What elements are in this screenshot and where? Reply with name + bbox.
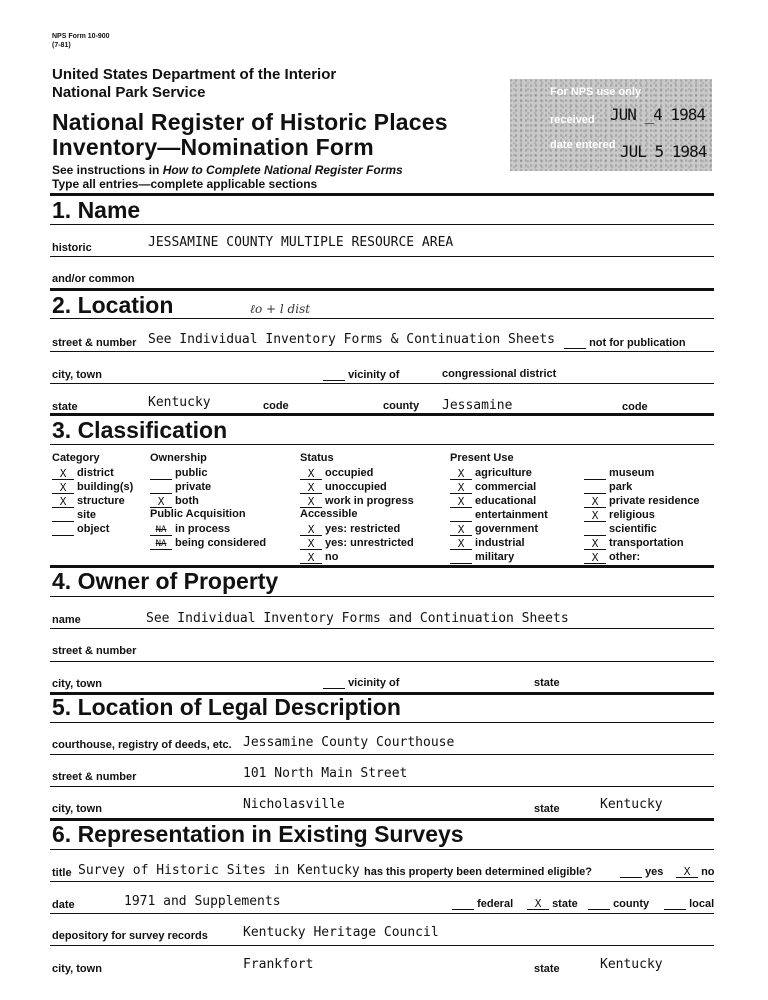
owner-name-label: name — [52, 614, 81, 626]
level-local: local — [664, 898, 714, 910]
section6-heading: 6. Representation in Existing Surveys — [52, 821, 464, 847]
present-use-col2 — [584, 466, 700, 564]
checkbox-item[interactable] — [450, 550, 548, 564]
survey-date-value: 1971 and Supplements — [124, 894, 281, 909]
checkbox-item[interactable] — [450, 466, 548, 480]
checkbox-mark[interactable]: X — [450, 525, 472, 536]
rule — [50, 881, 714, 882]
checkbox-mark[interactable]: X — [52, 469, 74, 480]
owner-street-label: street & number — [52, 645, 137, 657]
survey-title-label: title — [52, 867, 72, 879]
courthouse-label: courthouse, registry of deeds, etc. — [52, 739, 232, 751]
depository-value: Kentucky Heritage Council — [243, 925, 439, 940]
stamp-date-entered-value: JUL 5 1984 — [620, 142, 707, 161]
section3-heading: 3. Classification — [52, 417, 228, 443]
street-label: street & number — [52, 337, 137, 349]
checkbox-label: other: — [606, 551, 641, 563]
historic-value: JESSAMINE COUNTY MULTIPLE RESOURCE AREA — [148, 235, 454, 250]
rule — [50, 383, 714, 384]
checkbox-item[interactable] — [300, 494, 414, 508]
checkbox-mark[interactable]: NA — [150, 525, 172, 536]
accessible-list — [300, 522, 414, 564]
checkbox-item[interactable] — [584, 550, 700, 564]
checkbox-mark[interactable] — [52, 525, 74, 536]
checkbox-label: agriculture — [472, 467, 532, 479]
form-title-line1: National Register of Historic Places — [52, 109, 448, 135]
checkbox-item[interactable] — [150, 480, 211, 494]
checkbox-mark[interactable]: NA — [150, 539, 172, 550]
checkbox-mark[interactable]: X — [300, 553, 322, 564]
rule — [50, 318, 714, 319]
present-use-header: Present Use — [450, 452, 514, 464]
owner-name-value: See Individual Inventory Forms and Continuation Sheets — [146, 611, 569, 626]
checkbox-item[interactable] — [150, 466, 211, 480]
acquisition-list — [150, 522, 266, 550]
acquisition-header: Public Acquisition — [150, 508, 246, 520]
checkbox-item[interactable] — [300, 466, 414, 480]
legal-state-value: Kentucky — [600, 797, 663, 812]
instructions-line2: Type all entries—complete applicable sections — [52, 177, 318, 191]
level-federal: federal — [452, 898, 513, 910]
form-number: NPS Form 10-900 — [52, 33, 110, 40]
checkbox-item[interactable] — [450, 494, 548, 508]
historic-label: historic — [52, 242, 92, 254]
rule — [50, 945, 714, 946]
section-divider — [50, 413, 714, 416]
checkbox-label: public — [172, 467, 208, 479]
checkbox-mark[interactable] — [450, 553, 472, 564]
owner-city-label: city, town — [52, 678, 102, 690]
category-header: Category — [52, 452, 100, 464]
owner-vicinity-of: vicinity of — [323, 677, 399, 689]
rule — [50, 628, 714, 629]
checkbox-item[interactable] — [584, 480, 700, 494]
checkbox-label: in process — [172, 523, 231, 535]
checkbox-item[interactable] — [584, 508, 700, 522]
checkbox-item[interactable] — [150, 522, 266, 536]
vicinity-of: vicinity of — [323, 369, 399, 381]
survey-date-label: date — [52, 899, 75, 911]
instructions-book: How to Complete National Register Forms — [162, 163, 403, 177]
checkbox-label: military — [472, 551, 515, 563]
checkbox-label: being considered — [172, 537, 267, 549]
checkbox-item[interactable] — [300, 550, 414, 564]
checkbox-label: museum — [606, 467, 655, 479]
survey-city-value: Frankfort — [243, 957, 314, 972]
checkbox-label: religious — [606, 509, 655, 521]
checkbox-item[interactable] — [450, 508, 548, 522]
survey-title-value: Survey of Historic Sites in Kentucky — [78, 863, 360, 878]
checkbox-item[interactable] — [450, 480, 548, 494]
form-title-line2: Inventory—Nomination Form — [52, 134, 374, 160]
checkbox-label: transportation — [606, 537, 684, 549]
checkbox-label: educational — [472, 495, 537, 507]
eligible-yes: yes — [620, 866, 663, 878]
state-value: Kentucky — [148, 395, 211, 410]
section5-heading: 5. Location of Legal Description — [52, 694, 401, 720]
ownership-list — [150, 466, 211, 508]
checkbox-mark[interactable]: X — [584, 497, 606, 508]
city-label: city, town — [52, 369, 102, 381]
checkbox-mark[interactable] — [450, 511, 472, 522]
section-divider — [50, 288, 714, 291]
rule — [50, 256, 714, 257]
checkbox-label: work in progress — [322, 495, 414, 507]
eligible-question: has this property been determined eligible? — [364, 866, 592, 878]
rule — [50, 913, 714, 914]
checkbox-label: yes: restricted — [322, 523, 401, 535]
checkbox-item[interactable] — [584, 522, 700, 536]
checkbox-label: private — [172, 481, 212, 493]
rule — [50, 722, 714, 723]
form-revision: (7-81) — [52, 42, 71, 49]
checkbox-label: yes: unrestricted — [322, 537, 414, 549]
checkbox-mark[interactable]: X — [300, 469, 322, 480]
checkbox-label: park — [606, 481, 633, 493]
checkbox-mark[interactable] — [584, 525, 606, 536]
rule — [50, 596, 714, 597]
rule — [50, 444, 714, 445]
checkbox-item[interactable] — [584, 536, 700, 550]
checkbox-label: no — [322, 551, 339, 563]
checkbox-mark[interactable] — [584, 483, 606, 494]
checkbox-mark[interactable] — [584, 469, 606, 480]
checkbox-label: scientific — [606, 523, 657, 535]
checkbox-item[interactable] — [300, 536, 414, 550]
county-value: Jessamine — [442, 398, 513, 413]
handwritten-note: ℓo + l dist — [250, 302, 311, 316]
courthouse-value: Jessamine County Courthouse — [243, 735, 455, 750]
checkbox-mark[interactable]: X — [300, 497, 322, 508]
rule — [50, 754, 714, 755]
eligible-no: X no — [676, 866, 715, 878]
checkbox-label: structure — [74, 495, 125, 507]
checkbox-label: building(s) — [74, 481, 134, 493]
instructions-line1: See instructions in How to Complete National Register Forms — [52, 163, 403, 177]
checkbox-mark[interactable]: X — [450, 469, 472, 480]
checkbox-item[interactable] — [300, 522, 414, 536]
section4-heading: 4. Owner of Property — [52, 568, 279, 594]
checkbox-item[interactable] — [150, 536, 266, 550]
street-value: See Individual Inventory Forms & Continuation Sheets — [148, 332, 555, 347]
accessible-header: Accessible — [300, 508, 358, 520]
nps-use-stamp — [510, 79, 712, 171]
depository-label: depository for survey records — [52, 930, 208, 942]
checkbox-item[interactable] — [52, 494, 133, 508]
checkbox-item[interactable] — [300, 480, 414, 494]
checkbox-item[interactable] — [450, 522, 548, 536]
level-county: county — [588, 898, 649, 910]
service-name: National Park Service — [52, 84, 206, 101]
checkbox-label: site — [74, 509, 97, 521]
checkbox-label: object — [74, 523, 110, 535]
rule — [50, 786, 714, 787]
checkbox-label: unoccupied — [322, 481, 387, 493]
survey-state-value: Kentucky — [600, 957, 663, 972]
checkbox-item[interactable] — [52, 466, 133, 480]
checkbox-mark[interactable] — [150, 469, 172, 480]
checkbox-item[interactable] — [584, 466, 700, 480]
checkbox-mark[interactable]: X — [450, 483, 472, 494]
checkbox-mark[interactable] — [150, 483, 172, 494]
status-header: Status — [300, 452, 334, 464]
stamp-header: For NPS use only — [550, 86, 642, 98]
checkbox-label: industrial — [472, 537, 525, 549]
checkbox-mark[interactable]: X — [300, 539, 322, 550]
checkbox-label: government — [472, 523, 539, 535]
checkbox-mark[interactable]: X — [150, 497, 172, 508]
stamp-received-value: JUN _4 1984 — [610, 105, 705, 124]
checkbox-mark[interactable]: X — [52, 497, 74, 508]
checkbox-label: commercial — [472, 481, 537, 493]
checkbox-item[interactable] — [52, 522, 133, 536]
code-label: code — [263, 400, 289, 412]
legal-city-value: Nicholasville — [243, 797, 345, 812]
county-label: county — [383, 400, 420, 412]
checkbox-mark[interactable] — [52, 511, 74, 522]
checkbox-mark[interactable]: X — [584, 553, 606, 564]
checkbox-label: occupied — [322, 467, 374, 479]
code2-label: code — [622, 401, 648, 413]
ownership-header: Ownership — [150, 452, 207, 464]
checkbox-mark[interactable]: X — [450, 497, 472, 508]
survey-state-label: state — [534, 963, 560, 975]
stamp-received-label: received — [550, 114, 595, 126]
checkbox-mark[interactable]: X — [300, 525, 322, 536]
present-use-col1 — [450, 466, 548, 564]
rule — [50, 224, 714, 225]
department-name: United States Department of the Interior — [52, 66, 337, 83]
level-state: X state — [527, 898, 578, 910]
owner-state-label: state — [534, 677, 560, 689]
legal-street-value: 101 North Main Street — [243, 766, 408, 781]
not-for-publication: not for publication — [564, 337, 686, 349]
checkbox-item[interactable] — [52, 480, 133, 494]
rule — [50, 351, 714, 352]
legal-city-label: city, town — [52, 803, 102, 815]
rule — [50, 849, 714, 850]
checkbox-mark[interactable]: X — [584, 539, 606, 550]
section-divider — [50, 193, 714, 196]
checkbox-item[interactable] — [150, 494, 211, 508]
stamp-date-entered-label: date entered — [550, 139, 616, 151]
checkbox-label: district — [74, 467, 114, 479]
checkbox-mark[interactable]: X — [584, 511, 606, 522]
status-list — [300, 466, 414, 508]
checkbox-label: private residence — [606, 495, 700, 507]
rule — [50, 661, 714, 662]
checkbox-mark[interactable]: X — [52, 483, 74, 494]
section2-heading: 2. Location — [52, 292, 174, 318]
checkbox-item[interactable] — [450, 536, 548, 550]
category-list — [52, 466, 133, 536]
section1-heading: 1. Name — [52, 197, 141, 223]
common-label: and/or common — [52, 273, 135, 285]
checkbox-item[interactable] — [52, 508, 133, 522]
checkbox-label: both — [172, 495, 199, 507]
checkbox-mark[interactable]: X — [300, 483, 322, 494]
legal-state-label: state — [534, 803, 560, 815]
legal-street-label: street & number — [52, 771, 137, 783]
congressional-district-label: congressional district — [442, 368, 557, 380]
state-label: state — [52, 401, 78, 413]
checkbox-mark[interactable]: X — [450, 539, 472, 550]
checkbox-label: entertainment — [472, 509, 548, 521]
checkbox-item[interactable] — [584, 494, 700, 508]
survey-city-label: city, town — [52, 963, 102, 975]
